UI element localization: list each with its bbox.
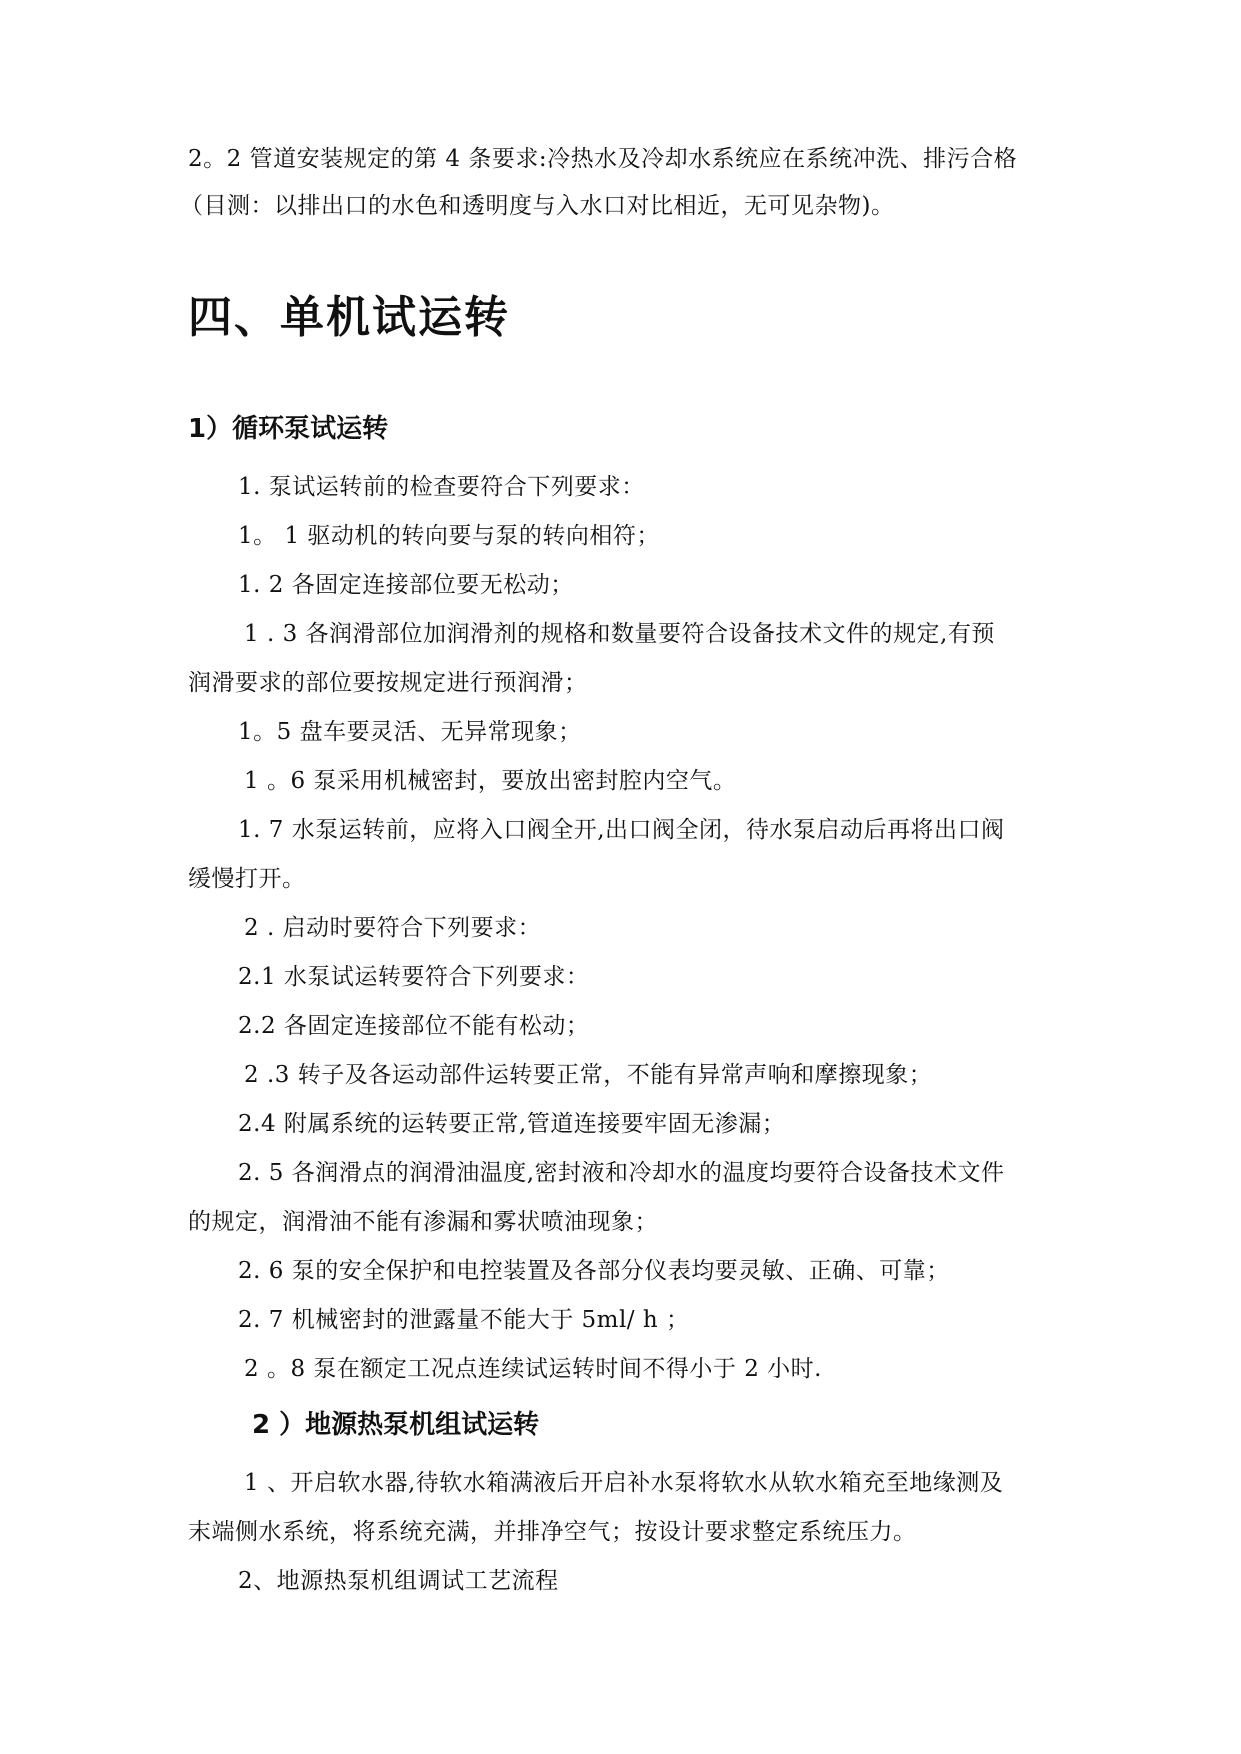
- pump-line: 1 . 3 各润滑部位加润滑剂的规格和数量要符合设备技术文件的规定,有预: [244, 621, 995, 647]
- pump-line: 缓慢打开。: [188, 866, 306, 892]
- pump-line: 1. 2 各固定连接部位要无松动；: [238, 572, 574, 598]
- subsection-heading-heat-pump: 2 ）地源热泵机组试运转: [252, 1410, 540, 1440]
- pump-line: 2 。8 泵在额定工况点连续试运转时间不得小于 2 小时.: [244, 1356, 822, 1382]
- pump-line: 2.2 各固定连接部位不能有松动；: [238, 1013, 590, 1039]
- pump-line: 1. 泵试运转前的检查要符合下列要求：: [238, 474, 645, 500]
- pump-line: 2. 7 机械密封的泄露量不能大于 5ml/ h ；: [238, 1307, 690, 1333]
- subsection-heading-pump: 1）循环泵试运转: [188, 414, 389, 444]
- intro-line-1: 2。2 管道安装规定的第 4 条要求:冷热水及冷却水系统应在系统冲洗、排污合格: [188, 146, 1018, 172]
- pump-line: 2.4 附属系统的运转要正常,管道连接要牢固无渗漏；: [238, 1111, 786, 1137]
- pump-line: 2. 5 各润滑点的润滑油温度,密封液和冷却水的温度均要符合设备技术文件: [238, 1160, 1005, 1186]
- heat-pump-line: 末端侧水系统，将系统充满，并排净空气；按设计要求整定系统压力。: [188, 1519, 917, 1545]
- pump-line: 2 .3 转子及各运动部件运转要正常，不能有异常声响和摩擦现象；: [244, 1062, 933, 1088]
- heat-pump-line: 1 、开启软水器,待软水箱满液后开启补水泵将软水从软水箱充至地缘测及: [244, 1470, 1004, 1496]
- section-title: 四、单机试运转: [188, 292, 510, 343]
- pump-line: 润滑要求的部位要按规定进行预润滑；: [188, 670, 588, 696]
- intro-line-2: （目测：以排出口的水色和透明度与入水口对比相近，无可见杂物)。: [180, 193, 895, 219]
- pump-line: 1。5 盘车要灵活、无异常现象；: [238, 719, 582, 745]
- pump-line: 2 . 启动时要符合下列要求：: [244, 915, 542, 941]
- pump-line: 1 。6 泵采用机械密封，要放出密封腔内空气。: [244, 768, 737, 794]
- pump-line: 2. 6 泵的安全保护和电控装置及各部分仪表均要灵敏、正确、可靠；: [238, 1258, 950, 1284]
- pump-line: 2.1 水泵试运转要符合下列要求：: [238, 964, 590, 990]
- pump-line: 1。 1 驱动机的转向要与泵的转向相符；: [238, 523, 660, 549]
- pump-line: 的规定，润滑油不能有渗漏和雾状喷油现象；: [188, 1209, 658, 1235]
- heat-pump-line: 2、地源热泵机组调试工艺流程: [238, 1568, 559, 1594]
- pump-line: 1. 7 水泵运转前，应将入口阀全开,出口阀全闭，待水泵启动后再将出口阀: [238, 817, 1005, 843]
